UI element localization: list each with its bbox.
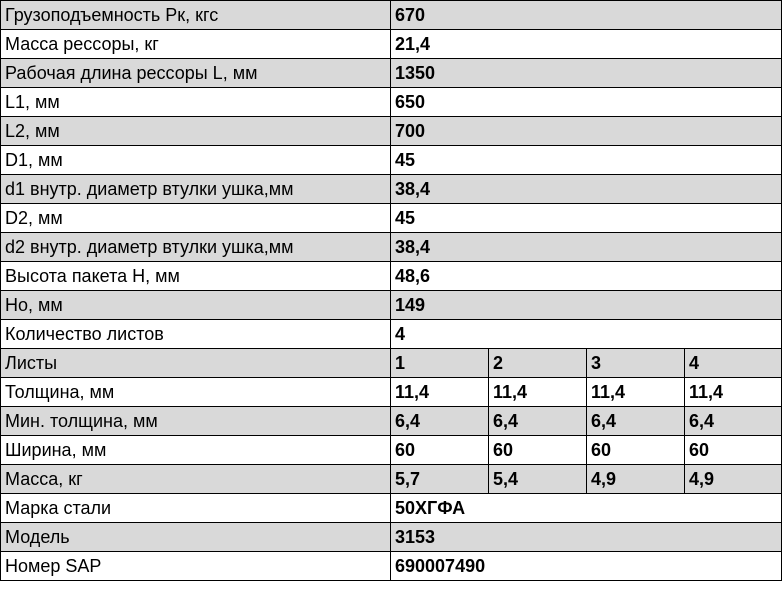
spec-value: 21,4 bbox=[391, 30, 782, 59]
spec-value: 38,4 bbox=[391, 175, 782, 204]
leaf-row bbox=[1, 407, 782, 436]
spec-label: Марка стали bbox=[1, 494, 391, 523]
leaf-value: 6,4 bbox=[489, 407, 587, 436]
leaf-value: 6,4 bbox=[391, 407, 489, 436]
spec-label: Номер SAP bbox=[1, 552, 391, 581]
leaf-value: 3 bbox=[587, 349, 685, 378]
spec-row bbox=[1, 59, 782, 88]
spec-row bbox=[1, 233, 782, 262]
spec-value: 700 bbox=[391, 117, 782, 146]
spec-value: 650 bbox=[391, 88, 782, 117]
leaf-value: 5,4 bbox=[489, 465, 587, 494]
spec-row bbox=[1, 30, 782, 59]
leaf-label: Толщина, мм bbox=[1, 378, 391, 407]
spec-value: 3153 bbox=[391, 523, 782, 552]
leaf-value: 60 bbox=[391, 436, 489, 465]
leaf-label: Мин. толщина, мм bbox=[1, 407, 391, 436]
leaf-value: 60 bbox=[587, 436, 685, 465]
spec-row bbox=[1, 494, 782, 523]
leaf-value: 11,4 bbox=[391, 378, 489, 407]
leaf-value: 2 bbox=[489, 349, 587, 378]
spec-label: Масса рессоры, кг bbox=[1, 30, 391, 59]
spec-label: Высота пакета H, мм bbox=[1, 262, 391, 291]
spec-label: L1, мм bbox=[1, 88, 391, 117]
spec-label: d1 внутр. диаметр втулки ушка,мм bbox=[1, 175, 391, 204]
specs-table-body bbox=[1, 1, 782, 581]
leaf-row bbox=[1, 349, 782, 378]
leaf-row bbox=[1, 378, 782, 407]
spec-value: 38,4 bbox=[391, 233, 782, 262]
leaf-value: 11,4 bbox=[685, 378, 782, 407]
leaf-value: 1 bbox=[391, 349, 489, 378]
spec-value: 690007490 bbox=[391, 552, 782, 581]
spec-row bbox=[1, 1, 782, 30]
spec-row bbox=[1, 291, 782, 320]
spec-value: 45 bbox=[391, 204, 782, 233]
spec-label: D2, мм bbox=[1, 204, 391, 233]
leaf-row bbox=[1, 465, 782, 494]
spec-value: 45 bbox=[391, 146, 782, 175]
spec-row bbox=[1, 117, 782, 146]
spec-value: 149 bbox=[391, 291, 782, 320]
spec-row bbox=[1, 146, 782, 175]
spec-value: 48,6 bbox=[391, 262, 782, 291]
leaf-value: 4,9 bbox=[587, 465, 685, 494]
spec-label: Грузоподъемность Рк, кгс bbox=[1, 1, 391, 30]
spec-label: L2, мм bbox=[1, 117, 391, 146]
leaf-value: 6,4 bbox=[587, 407, 685, 436]
spec-row bbox=[1, 320, 782, 349]
spec-label: Количество листов bbox=[1, 320, 391, 349]
spec-row bbox=[1, 262, 782, 291]
leaf-value: 11,4 bbox=[489, 378, 587, 407]
leaf-value: 6,4 bbox=[685, 407, 782, 436]
spec-label: Но, мм bbox=[1, 291, 391, 320]
spec-label: Рабочая длина рессоры L, мм bbox=[1, 59, 391, 88]
leaf-label: Масса, кг bbox=[1, 465, 391, 494]
spec-label: d2 внутр. диаметр втулки ушка,мм bbox=[1, 233, 391, 262]
spec-row bbox=[1, 175, 782, 204]
spec-value: 670 bbox=[391, 1, 782, 30]
spec-value: 50ХГФА bbox=[391, 494, 782, 523]
spec-label: Модель bbox=[1, 523, 391, 552]
leaf-label: Ширина, мм bbox=[1, 436, 391, 465]
leaf-value: 4,9 bbox=[685, 465, 782, 494]
spec-row bbox=[1, 523, 782, 552]
leaf-value: 60 bbox=[685, 436, 782, 465]
leaf-label: Листы bbox=[1, 349, 391, 378]
spec-row bbox=[1, 88, 782, 117]
spec-row bbox=[1, 552, 782, 581]
leaf-row bbox=[1, 436, 782, 465]
leaf-value: 11,4 bbox=[587, 378, 685, 407]
leaf-value: 4 bbox=[685, 349, 782, 378]
spec-value: 4 bbox=[391, 320, 782, 349]
leaf-value: 60 bbox=[489, 436, 587, 465]
spec-row bbox=[1, 204, 782, 233]
spec-label: D1, мм bbox=[1, 146, 391, 175]
leaf-value: 5,7 bbox=[391, 465, 489, 494]
spec-value: 1350 bbox=[391, 59, 782, 88]
